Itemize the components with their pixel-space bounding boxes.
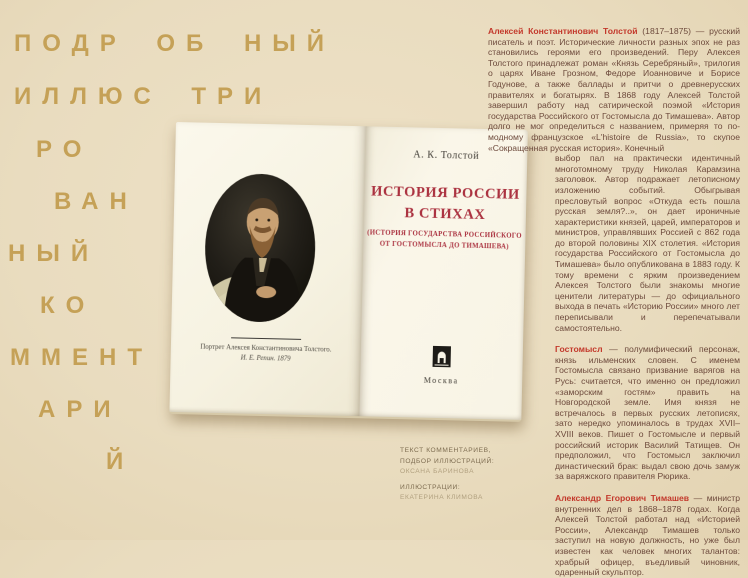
decor-row: КО xyxy=(40,292,96,319)
decor-row: АРИ xyxy=(38,396,122,423)
book-subtitle-line1: (ИСТОРИЯ ГОСУДАРСТВА РОССИЙСКОГО xyxy=(367,229,522,240)
portrait-caption xyxy=(176,342,356,366)
book-subtitle-line2: ОТ ГОСТОМЫСЛА ДО ТИМАШЕВА) xyxy=(379,240,509,251)
decor-row: ММЕНТ xyxy=(10,344,153,371)
glossary-term: Гостомысл xyxy=(555,344,603,355)
credits-name: ЕКАТЕРИНА КЛИМОВА xyxy=(400,494,483,501)
decor-row: ВАН xyxy=(54,188,138,215)
glossary-term: Александр Егорович Тимашев xyxy=(555,492,690,503)
intro-paragraph-narrow: выбор пал на практически идентичный многотомному труду Николая Карамзина заголовок. Автор подражает летописному изложению событий. Обыгрывая пресловутый вопрос «Откуда есть пошла русская земля?..», он дает ироничные характеристики князей, царей, императоров и министров, управлявших Россией с 862 года до второй половины XIX столетия. «История государства Российского от Гостомысла до Тимашева» было опубликована в 1883 году. К тому времени с ярким произведением Алексея Толстого были знакомы многие ценители литературы — до официального выхода в печать «Историю России» много лет переписывали и перепечатывали самостоятельно. xyxy=(555,153,740,333)
book-spread-photo xyxy=(169,122,527,420)
tolstoy-portrait-painting xyxy=(203,173,316,323)
decor-row: ИЛЛЮС ТРИ xyxy=(14,83,273,110)
book-title-line1: ИСТОРИЯ РОССИИ xyxy=(370,183,521,203)
publisher-logo-icon xyxy=(431,346,452,370)
glossary-entry-timashev xyxy=(555,493,740,578)
caption-line2: И. Е. Репин. 1879 xyxy=(240,354,291,363)
caption-line1: Портрет Алексея Константиновича Толстого. xyxy=(200,343,332,354)
decor-row: Й xyxy=(106,448,135,475)
decor-row: НЫЙ xyxy=(8,240,100,267)
decor-row: РО xyxy=(36,136,93,163)
glossary-entry-gostomysl xyxy=(555,344,740,482)
publisher-city: Москва xyxy=(423,375,459,386)
glossary-text: — министр внутренних дел в 1868–1878 годах. Когда Алексей Толстой работал над «Историей России», Александр Тимашев только заступил на новую должность, но уже был известен как человек многих талантов: храбрый офицер, въедливый чиновник, одаренный скульптор. xyxy=(555,492,741,578)
intro-term: Алексей Константинович Толстой xyxy=(488,26,638,36)
credits-label: ТЕКСТ КОММЕНТАРИЕВ, xyxy=(400,447,492,454)
decor-row: ПОДР ОБ НЫЙ xyxy=(14,30,336,57)
credits-block xyxy=(400,446,550,504)
caption-rule xyxy=(231,337,301,340)
book-title-line2: В СТИХАХ xyxy=(404,205,486,224)
book-author: А. К. Толстой xyxy=(413,149,480,162)
intro-wide-text: (1817–1875) — русский писатель и поэт. Исторические личности разных эпох не раз становились героями его произведений. Перу Алексея Толстого принадлежат роман «Князь Серебряный», трилогия о царях Иване Грозном, Федоре Иоанновиче и Борисе Годунове, а также баллады и притчи о древнерусских правителях и богатырях. В 1868 году Алексей Толстой завершил работу над сатирической поэмой «История государства Российского от Гостомысла до Тимашева». Автор долго не мог определиться с названием, примеряя то по-модному французское «L'histoire de Russia», то скупое «Сокращенная русская история». Конечный xyxy=(488,26,740,153)
credits-name: ОКСАНА БАРИНОВА xyxy=(400,468,475,475)
glossary-text: — полумифический персонаж, князь ильменских словен. С именем Гостомысла связано призвание варягов на Русь: считается, что именно он предложил «заморским гостям» править на Новгородской земле. Имя князя не встречалось в первых русских летописях, зато нередко упоминалось в трудах XVII–XVIII веков. Пишет о Гостомысле и первый российский историк Василий Татищев. Он предположил, что Гостомысл заключил династический брак: выдал свою дочь замуж за варяжского правителя Рюрика. xyxy=(555,344,740,482)
credits-label: ПОДБОР ИЛЛЮСТРАЦИЙ: xyxy=(400,457,495,465)
credits-label: ИЛЛЮСТРАЦИИ: xyxy=(400,483,461,491)
book-page-left xyxy=(169,122,366,418)
intro-paragraph-wide xyxy=(488,26,740,153)
